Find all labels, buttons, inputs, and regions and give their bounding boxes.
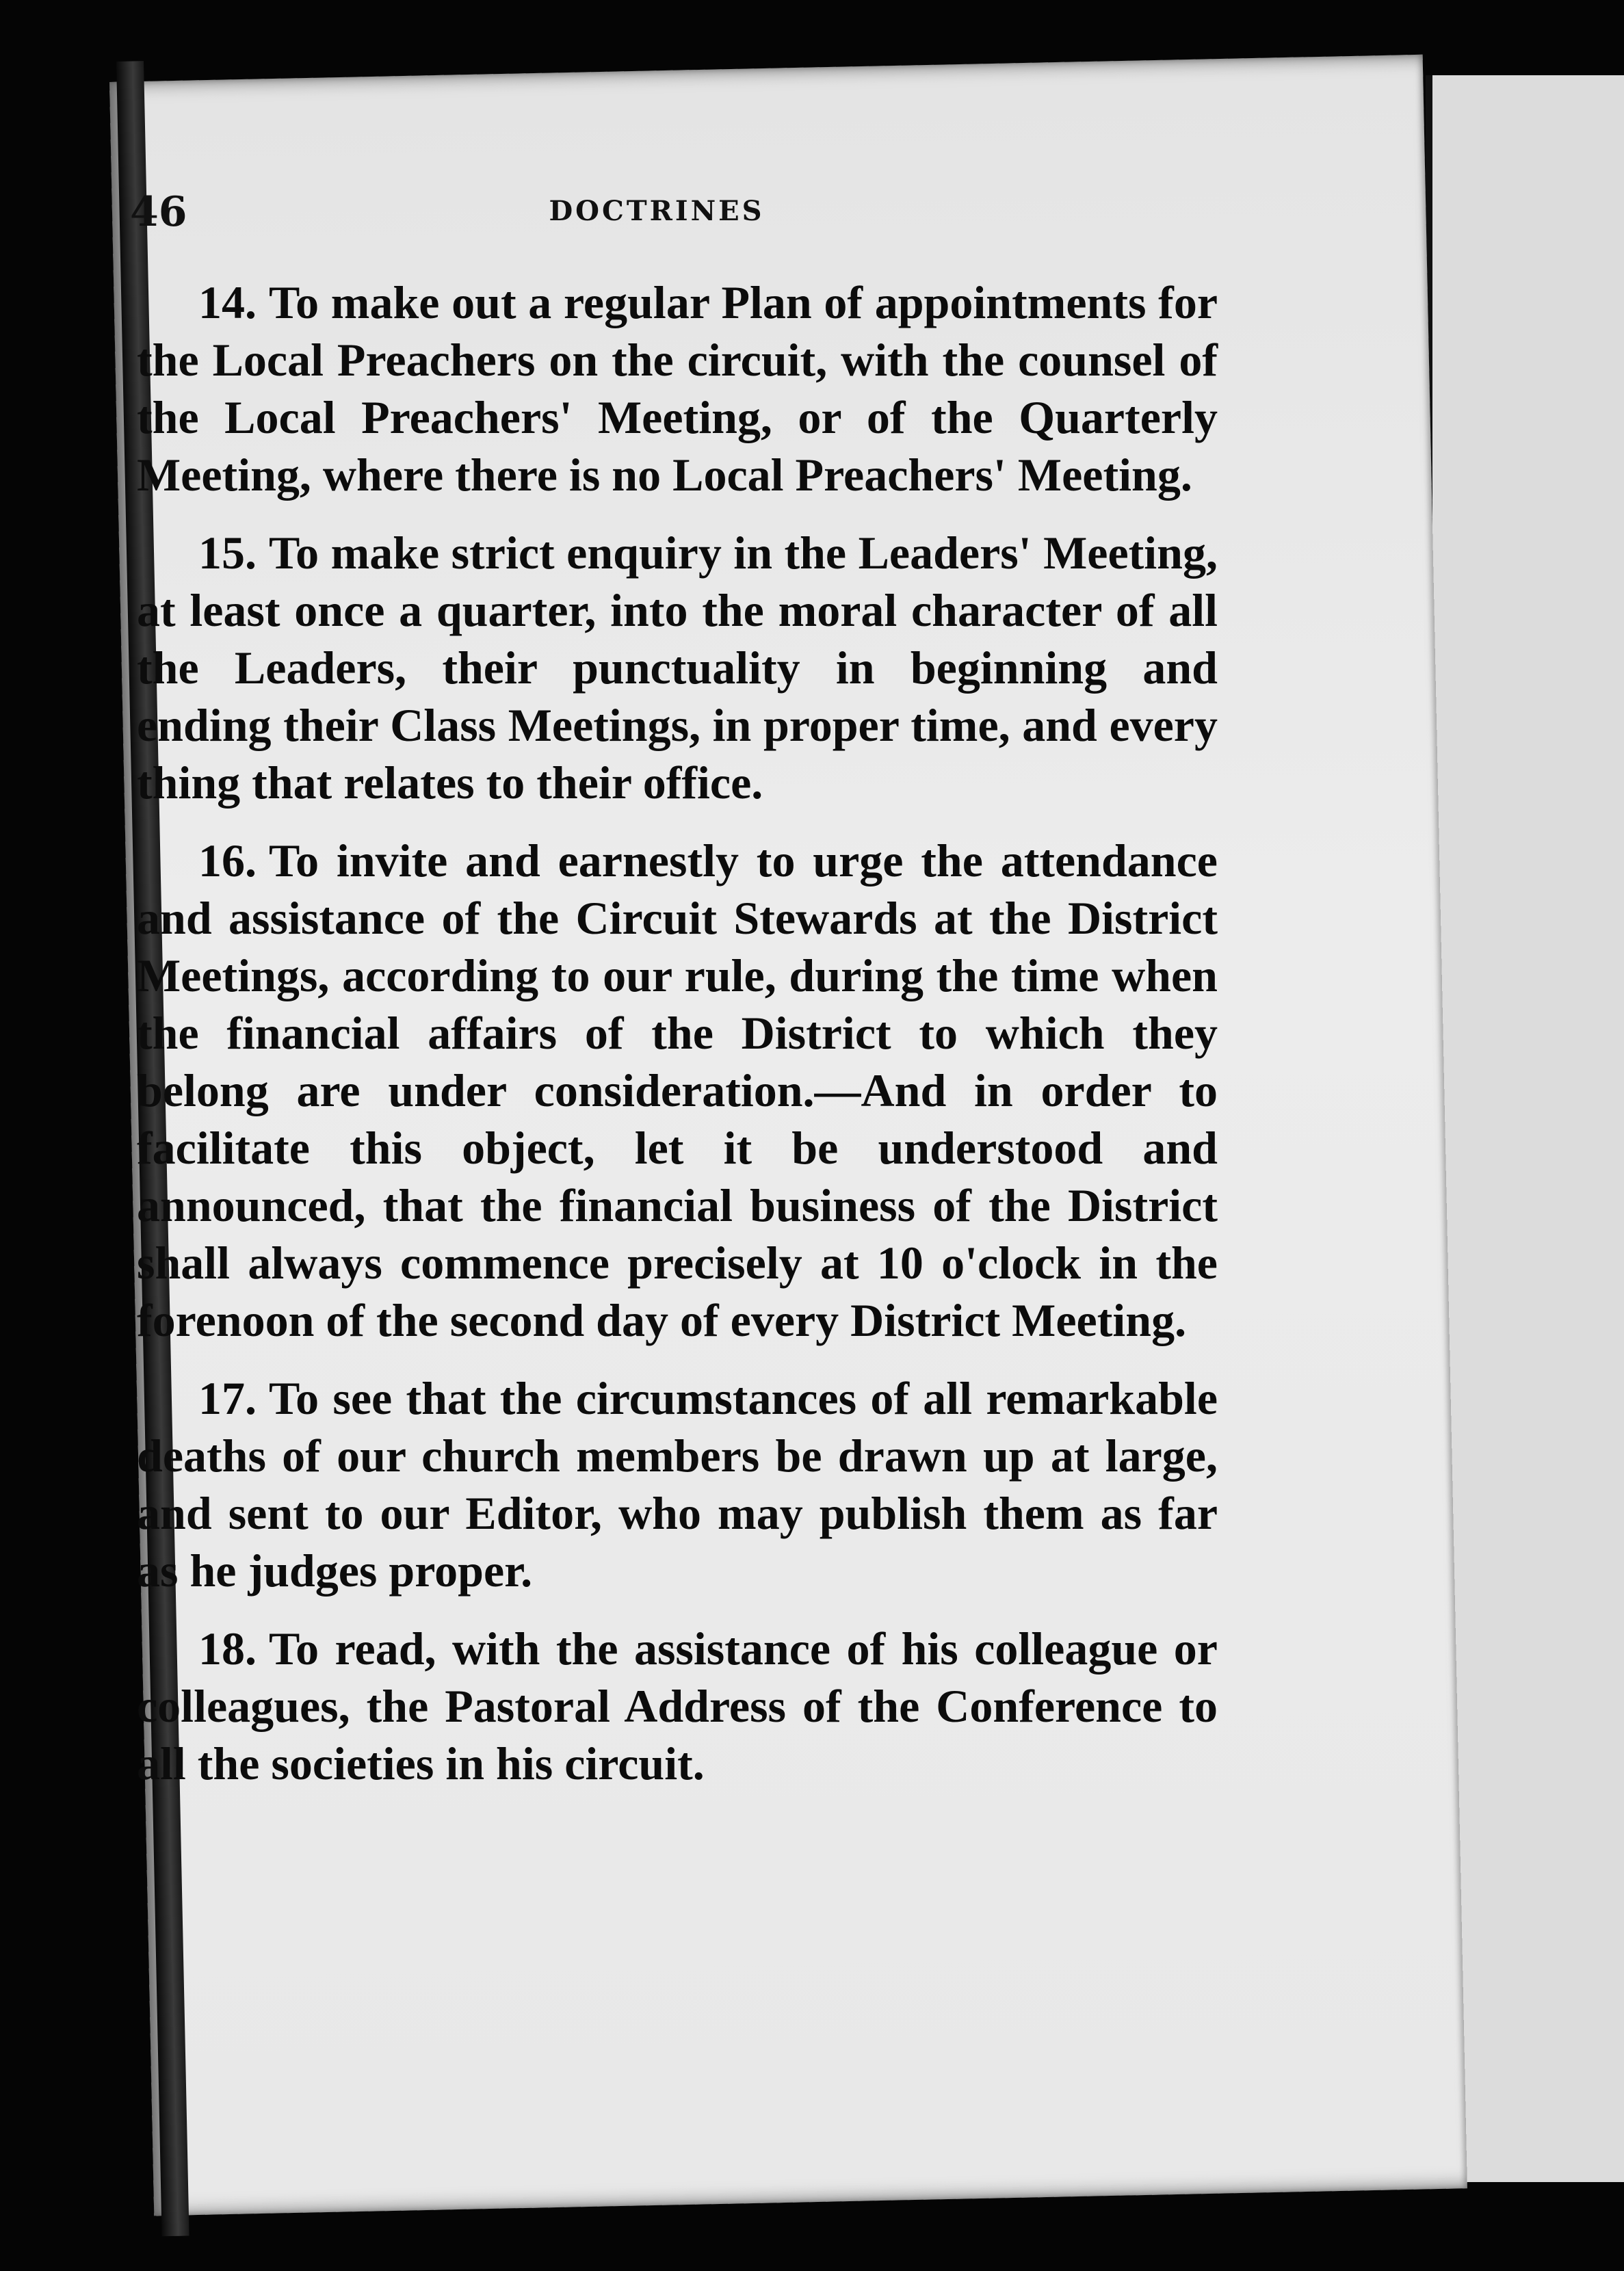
paragraph-15 [137,524,1218,811]
paragraph-number: 15. [198,527,257,579]
paragraph-text: To make strict enquiry in the Leaders' Meeting, at least once a quarter, into the moral character of all the Leaders, their punctuality in beginning and ending their Class Meetings, in proper time, and every thing that relates to their office. [137,527,1218,809]
paragraph-text: To see that the circumstances of all remarkable deaths of our church members be drawn up at large, and sent to our Editor, who may publish them as far as he judges proper. [137,1372,1218,1597]
page-body [137,274,1218,1813]
running-head: DOCTRINES [549,195,765,227]
paragraph-number: 18. [198,1623,257,1675]
paragraph-17 [137,1369,1218,1599]
paragraph-number: 17. [198,1372,257,1424]
page-header [130,174,1183,250]
paragraph-18 [137,1620,1218,1792]
paragraph-number: 14. [198,276,257,328]
paragraph-14 [137,274,1218,503]
paragraph-number: 16. [198,835,257,887]
page-number: 46 [130,188,187,236]
paragraph-text: To make out a regular Plan of appointments for the Local Preachers on the circuit, with the counsel of the Local Preachers' Meeting, or of the Quarterly Meeting, where there is no Local Preachers' Meeting. [137,276,1218,501]
paragraph-text: To read, with the assistance of his colleague or colleagues, the Pastoral Address of the Conference to all the societies in his circuit. [137,1623,1218,1789]
paragraph-text: To invite and earnestly to urge the attendance and assistance of the Circuit Stewards at the District Meetings, according to our rule, during the time when the financial affairs of the District to which they belong are under consideration.—And in order to facilitate this object, let it be understood and announced, that the financial business of the District shall always commence precisely at 10 o'clock in the forenoon of the second day of every District Meeting. [137,835,1218,1346]
paragraph-16 [137,832,1218,1349]
